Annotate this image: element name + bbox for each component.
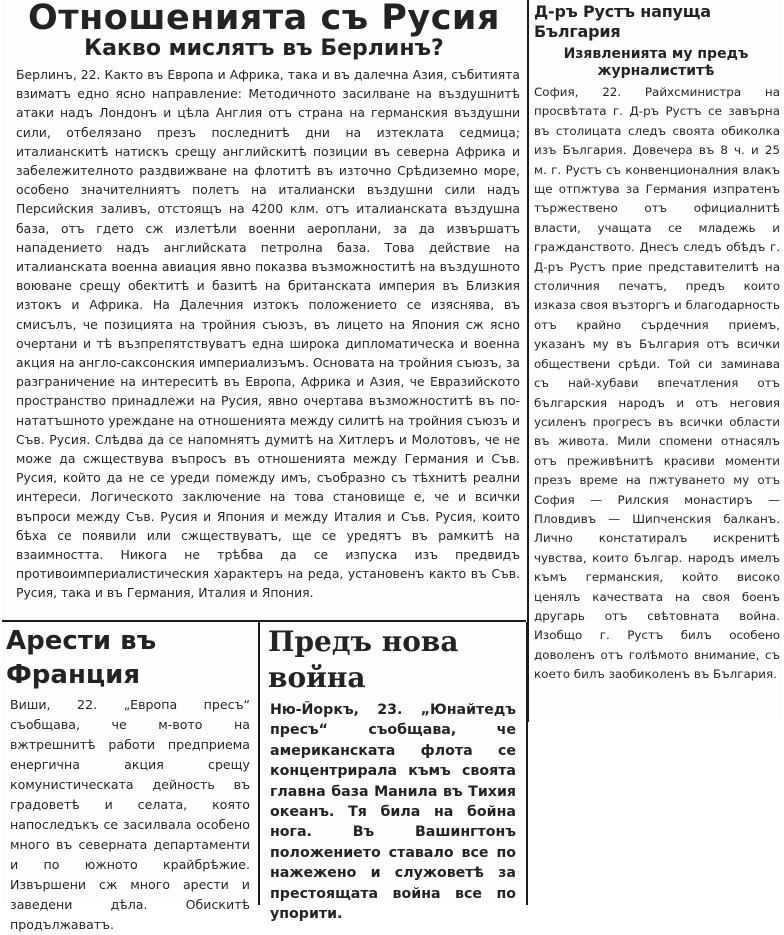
column-divider [526, 622, 528, 905]
article-rust-leaves-bulgaria [530, 0, 782, 720]
article-subheadline: Какво мислятъ въ Берлинъ? [84, 36, 444, 61]
article-arrests-france [2, 622, 256, 932]
article-body: Ню-Йоркъ, 23. „Юнайтедъ пресъ“ съобщава, че американската флота се концентрирала къмъ своята главна база Манила въ Тихия океанъ. Тя била на бойна нога. Въ Вашингтонъ положението ставало все по нажежено и служоветѣ за престоящата война все по упорити. [270, 702, 516, 923]
article-headline: Арести въ Франция [6, 626, 157, 690]
article-headline: Отношенията съ Русия [28, 0, 500, 38]
article-before-new-war [262, 622, 524, 923]
article-body: София, 22. Райхсминистра на просвѣтата г. Д-ръ Рустъ се завърна въ столицата следъ своята обиколка изъ България. Довечера въ 8 ч. и 25 м. г. Рустъ съ конвенционалния влакъ ще отпжтува за Германия изпратенъ тържествено отъ официалнитѣ власти, учащата се младежь и гражданството. Днесъ следъ обѣдъ г. Д-ръ Рустъ прие представителитѣ на столичния печатъ, предъ които изказа своя възторгъ и благодарность отъ крайно сърдечния приемъ, указанъ му въ България отъ всички обществени срѣди. Той си заминава съ най-хубави впечатления отъ българския народъ и отъ неговия усиленъ прогресъ въ всички области въ живота. Мили спомени отнасялъ отъ преживѣнитѣ красиви моменти презъ време на пжтуването му отъ София — Рилския монастиръ — Пловдивъ — Шипченския балканъ. Лично констатиралъ искренитѣ чувства, които българ. народъ имелъ къмъ германския, който високо ценялъ качествата на своя боенъ другарь отъ свѣтовната война. Изобщо г. Рустъ билъ особено доволенъ отъ голѣмото внимание, съ което билъ заобиколенъ въ България. [534, 85, 780, 682]
article-body: Виши, 22. „Европа пресъ“ съобщава, че м-вото на вжтрешнитѣ работи предприема енергична акция срещу комунистическата дейность въ градоветѣ и селата, която напоследъкъ се засилвала особено много въ северната департаменти и по южното крайбрѣжие. Извършени сж много арести и заведени дѣла. Обискитѣ продължаватъ. [10, 697, 250, 932]
article-headline: Д-ръ Рустъ напуща България [534, 2, 711, 41]
article-subheadline: Изявленията му предъ журналиститѣ [563, 46, 749, 79]
column-divider [527, 0, 529, 722]
article-body: Берлинъ, 22. Както въ Европа и Африка, така и въ далечна Азия, събитията взиматъ едно ясно направление: Методичното засилване на въздушнитѣ атаки надъ Лондонъ и цѣла Англия отъ страна на германския въздушни сили, отбелязано презъ последнитѣ дни на изтеклата седмица; италианскитѣ натискъ срещу английскитѣ позиции въ северна Африка и забележителното раздвижване на флотитѣ въ източно Срѣдиземно море, особено значителниятъ полетъ на италиански въздушни сили надъ Персийския заливъ, отстоящъ на 4200 клм. отъ италианската въздушна база, отъ гдето сж излетѣли военни аероплани, за да извършатъ нападението надъ английската петролна база. Това действие на италианската военна авиация явно показва възможноститѣ на въздушното воюване срещу обектитѣ и базитѣ на британската империя въ Близкия изтокъ и Африка. На Далечния изтокъ положението се изяснява, въ смисълъ, че позицията на тройния съюзъ, въ лицето на Япония сж ясно очертани и тѣ възпрепятствуватъ една широка дипломатическа и военна акция на англо-саксонския империализъмъ. Основата на тройния съюзъ, за разграничение на интереситѣ въ Европа, Африка и Азия, че Евразийското пространство принадлежи на Русия, явно очертава възможноститѣ въ по-нататъшното уреждане на отношенията между силитѣ на тройния съюзъ и Съв. Русия. Слѣдва да се напомнятъ думитѣ на Хитлеръ и Молотовъ, че не може да сжществува въпросъ въ отношенията между Германия и Съв. Русия, който да не се уреди помежду имъ, съобразно съ тѣхнитѣ реални интереси. Логическото заключение на това становище е, че и всички въпроси между Съв. Русия и Япония и между Италия и Съв. Русия, които бѣха се появили или сжществуватъ, ще се уредятъ въ рамкитѣ на взаимността. Никога не трѣбва да се изпуска изъ предвидъ противоимпериалистическия характеръ на реда, установенъ както въ Съв. Русия, така и въ Германия, Италия и Япония. [16, 67, 521, 601]
article-relations-russia [2, 0, 526, 620]
column-divider [258, 622, 260, 905]
article-headline: Предъ нова война [268, 625, 459, 694]
